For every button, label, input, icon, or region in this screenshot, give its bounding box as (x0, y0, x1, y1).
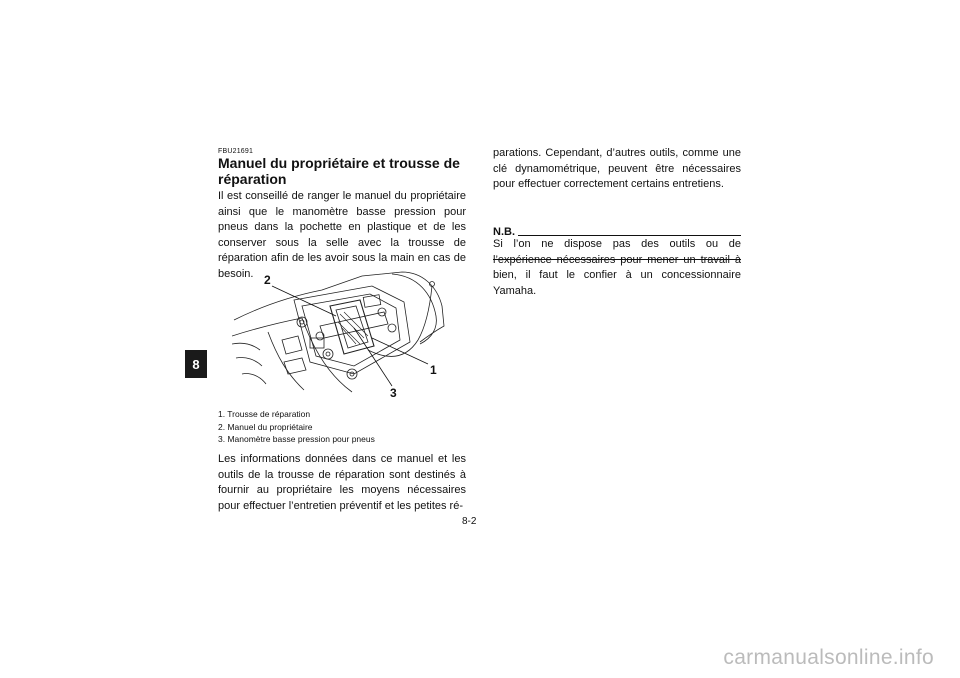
page-number: 8-2 (462, 516, 477, 527)
note-text: Si l’on ne dispose pas des outils ou de l’expérience nécessaires pour mener un travail à bien, il faut le confier à un concessionnaire Yamaha. (493, 238, 741, 297)
note-label: N.B. (493, 226, 515, 238)
note-header (493, 224, 741, 238)
figure-legend (218, 408, 375, 446)
section-code: FBU21691 (218, 148, 254, 155)
info-paragraph-part2: parations. Cependant, d’autres outils, comme une clé dynamométrique, peuvent être nécessaires pour effectuer correctement certains entretiens. (493, 147, 741, 190)
note-end-rule (493, 259, 741, 260)
watermark: carmanualsonline.info (723, 646, 934, 669)
legend-item: 2. Manuel du propriétaire (218, 421, 313, 432)
note-rule (518, 235, 741, 236)
section-heading: Manuel du propriétaire et trousse de réparation (218, 155, 460, 187)
intro-paragraph: Il est conseillé de ranger le manuel du propriétaire ainsi que le manomètre basse pression pour pneus dans la pochette en plastique et de les conserver sous la selle avec la trousse de réparation afin de les avoir sous la main en cas de besoin. (218, 190, 466, 280)
callout-1: 1 (430, 363, 437, 377)
under-seat-illustration (232, 266, 454, 398)
legend-item: 1. Trousse de réparation (218, 409, 311, 419)
callout-2: 2 (264, 273, 271, 287)
info-paragraph-part1: Les informations données dans ce manuel et les outils de la trousse de réparation sont destinés à fournir au propriétaire les moyens nécessaires pour effectuer l’entretien préventif et les petites ré- (218, 453, 466, 512)
callout-3: 3 (390, 386, 397, 398)
legend-item: 3. Manomètre basse pression pour pneus (218, 434, 375, 444)
chapter-tab: 8 (185, 350, 207, 378)
